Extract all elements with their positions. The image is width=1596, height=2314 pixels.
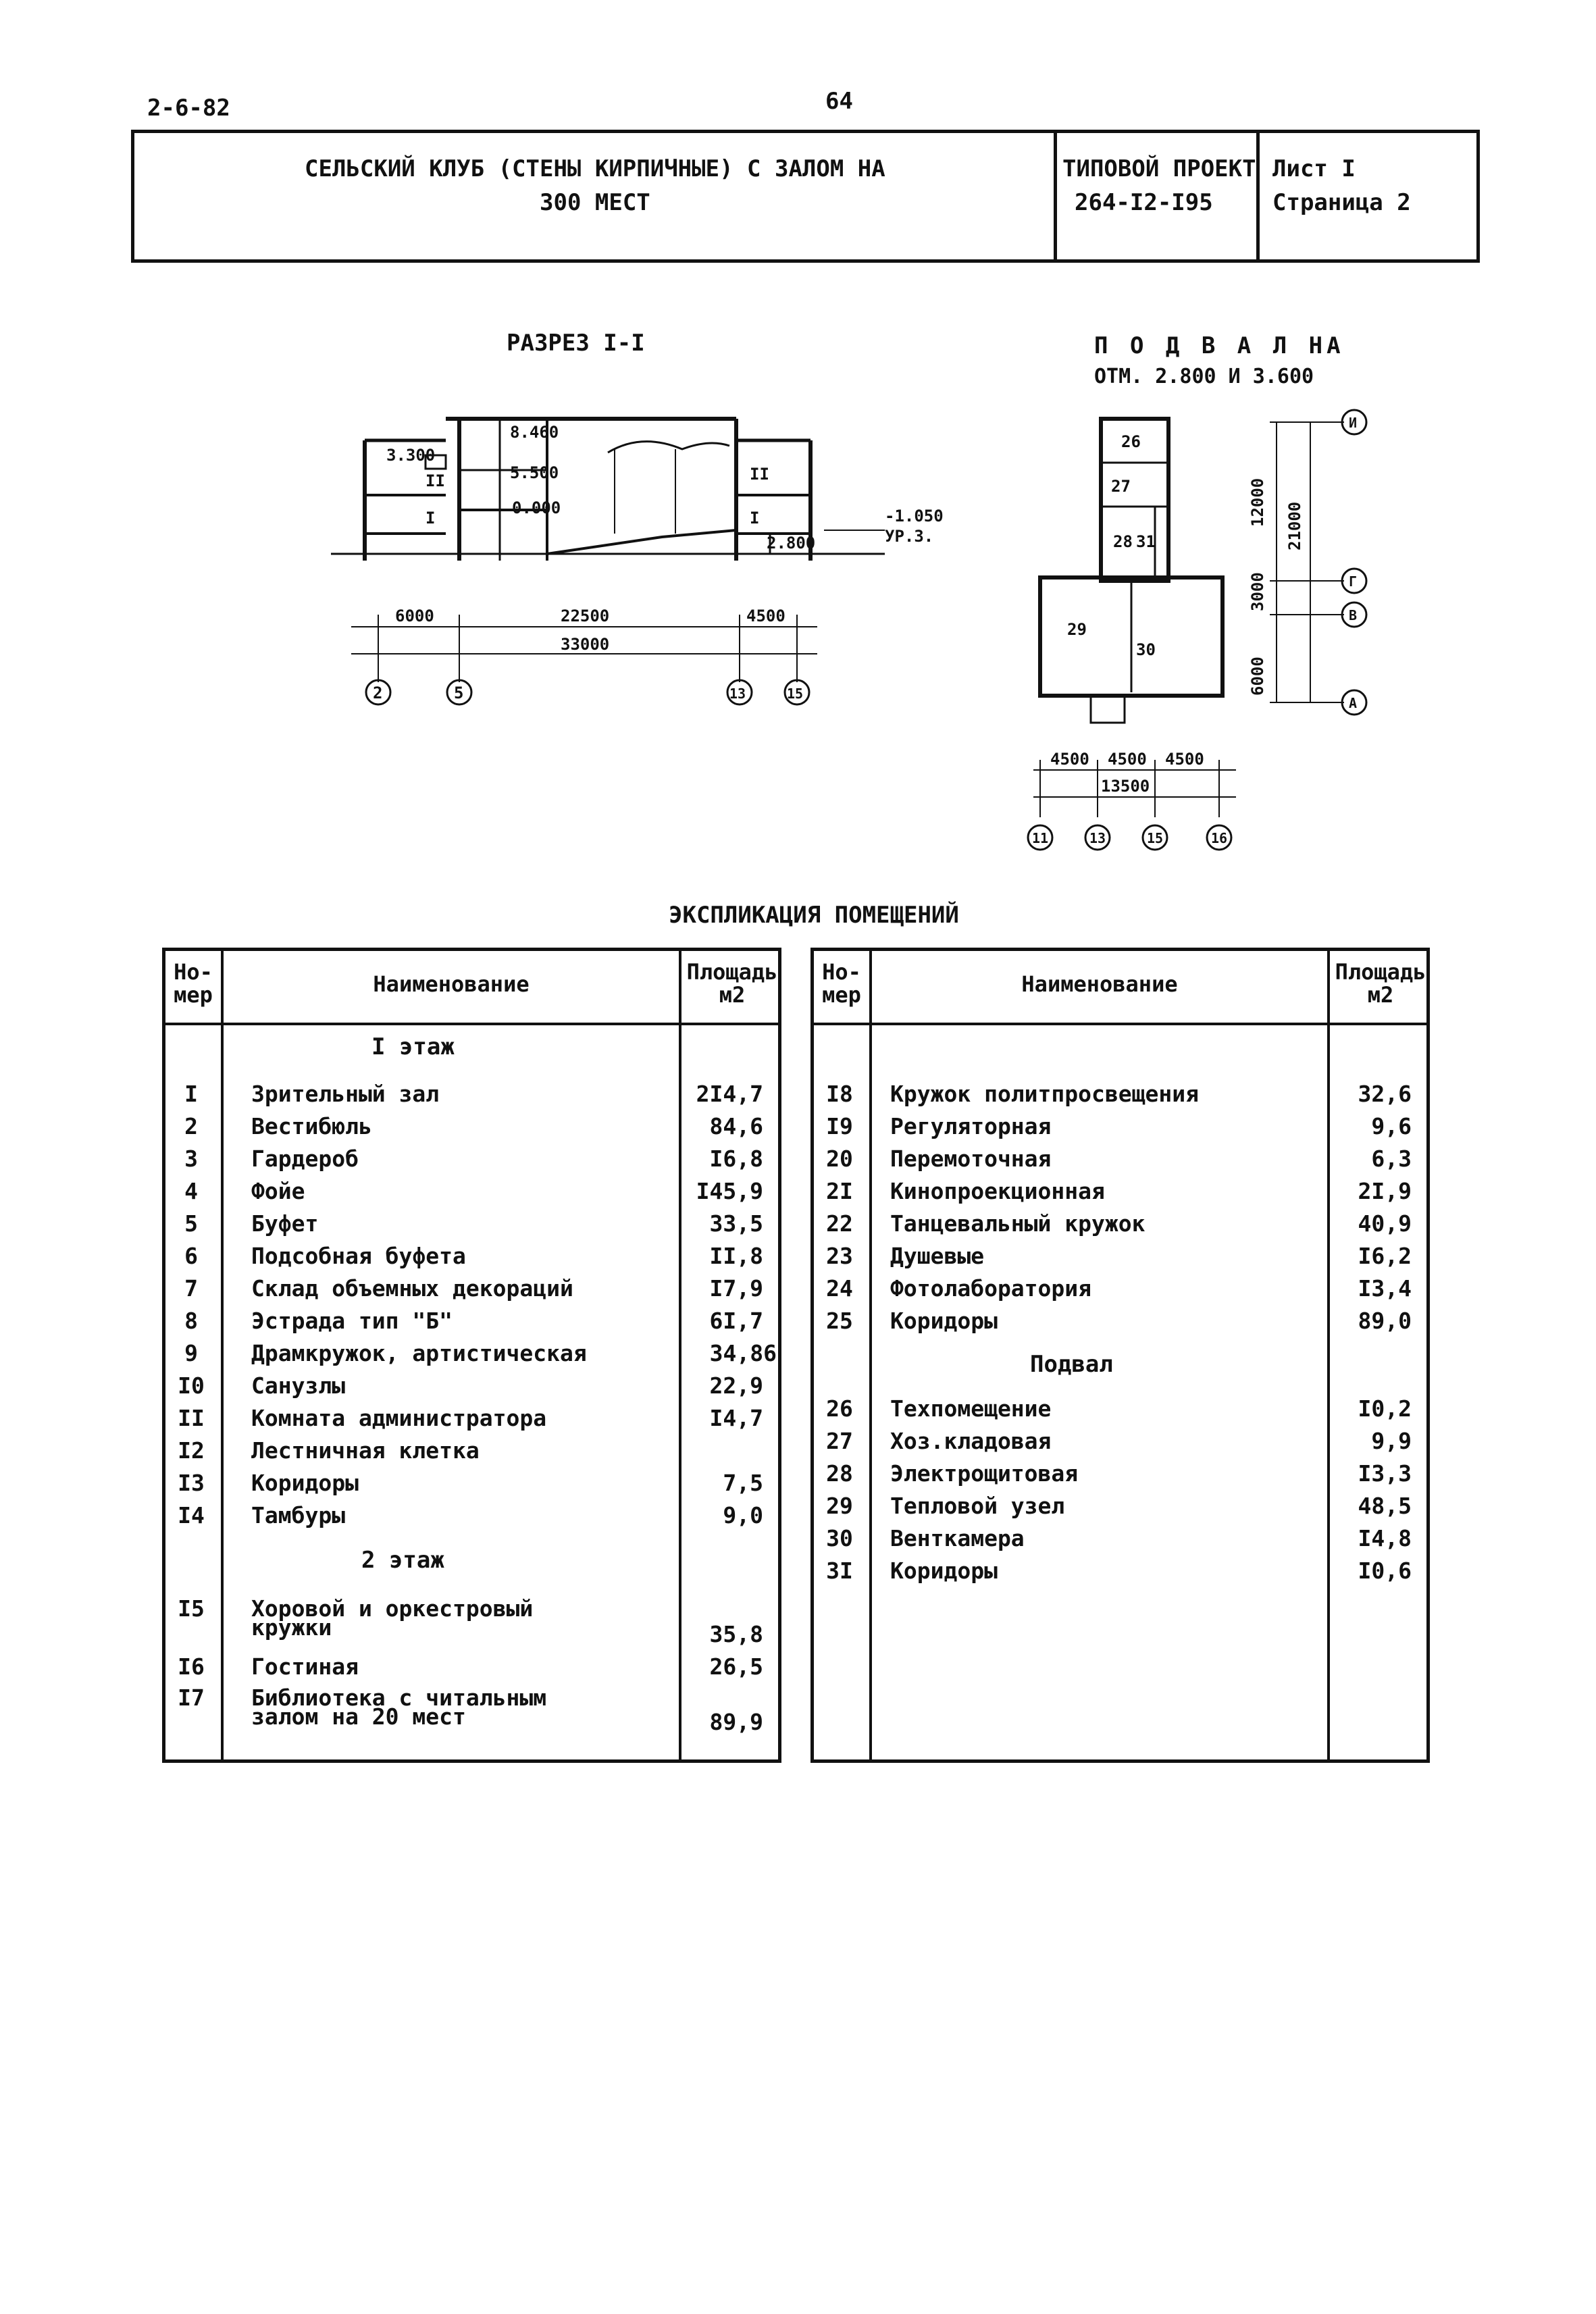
stamp-page: Страница 2 (1272, 189, 1411, 216)
stamp-project-label: ТИПОВОЙ ПРОЕКТ (1062, 155, 1256, 182)
axis-label: 15 (1147, 830, 1164, 846)
header-area: Площадь м2 (1335, 959, 1426, 1008)
level-label: 3.300 (386, 446, 436, 465)
axis-label: 2 (373, 684, 383, 702)
stamp-sheet: Лист I (1272, 155, 1356, 182)
stamp-title-line2: 300 МЕСТ (540, 189, 650, 216)
stamp-title-line1: СЕЛЬСКИЙ КЛУБ (СТЕНЫ КИРПИЧНЫЕ) С ЗАЛОМ НА (305, 155, 885, 182)
basement-drawing-title: П О Д В А Л НА (1094, 332, 1345, 359)
dimension-label: 21000 (1285, 501, 1304, 550)
floor-mark: I (426, 509, 436, 528)
level-label: УР.З. (885, 527, 934, 546)
explication-table-right (810, 948, 1430, 1763)
dimension-label: 6000 (1248, 657, 1267, 696)
basement-drawing (1013, 405, 1391, 878)
section-drawing-title: РАЗРЕЗ I-I (507, 330, 645, 357)
basement-drawing-subtitle: ОТМ. 2.800 И 3.600 (1094, 365, 1314, 388)
room-number: 27 (1111, 477, 1131, 496)
dimension-label: 4500 (1165, 750, 1204, 769)
title-stamp (131, 130, 1480, 263)
room-number: 29 (1067, 620, 1087, 639)
room-number: 31 (1136, 532, 1156, 551)
document-code: 2-6-82 (147, 95, 230, 122)
section-title: Подвал (1030, 1351, 1113, 1378)
axis-label: 11 (1032, 830, 1049, 846)
axis-label: В (1349, 607, 1358, 623)
stamp-project-number: 264-I2-I95 (1075, 189, 1213, 216)
dimension-label: 4500 (746, 607, 786, 625)
room-number: 26 (1121, 432, 1141, 451)
dimension-label: 4500 (1108, 750, 1147, 769)
dimension-label: 3000 (1248, 572, 1267, 611)
section-drawing (324, 398, 959, 709)
dimension-label: 12000 (1248, 478, 1267, 527)
floor-mark: II (426, 471, 445, 490)
header-number: Но- мер (822, 959, 861, 1008)
header-name: Наименование (373, 971, 530, 997)
level-label: 2.800 (767, 534, 816, 552)
room-number: 30 (1136, 640, 1156, 659)
dimension-label: 33000 (561, 635, 610, 654)
level-label: 5.500 (510, 463, 559, 482)
section-title: 2 этаж (361, 1547, 444, 1574)
axis-label: Г (1349, 573, 1358, 590)
floor-mark: I (750, 509, 760, 528)
axis-label: 5 (454, 684, 464, 702)
dimension-label: 22500 (561, 607, 610, 625)
floor-mark: II (750, 465, 769, 484)
explication-title: ЭКСПЛИКАЦИЯ ПОМЕЩЕНИЙ (669, 902, 959, 929)
section-title: I этаж (371, 1033, 455, 1060)
level-label: -1.050 (885, 507, 944, 525)
dimension-label: 13500 (1101, 777, 1150, 796)
level-label: 0.000 (512, 498, 561, 517)
axis-label: 13 (729, 686, 746, 702)
axis-label: И (1349, 415, 1358, 431)
room-number: 28 (1113, 532, 1133, 551)
axis-label: 15 (787, 686, 804, 702)
page-number: 64 (825, 88, 853, 115)
axis-label: 13 (1089, 830, 1106, 846)
stamp-divider (1256, 133, 1260, 259)
header-name: Наименование (1021, 971, 1178, 997)
dimension-label: 6000 (395, 607, 434, 625)
axis-label: 16 (1211, 830, 1228, 846)
axis-label: А (1349, 695, 1358, 711)
header-number: Но- мер (174, 959, 213, 1008)
dimension-label: 4500 (1050, 750, 1089, 769)
header-area: Площадь м2 (686, 959, 778, 1008)
level-label: 8.460 (510, 423, 559, 442)
stamp-divider (1054, 133, 1057, 259)
